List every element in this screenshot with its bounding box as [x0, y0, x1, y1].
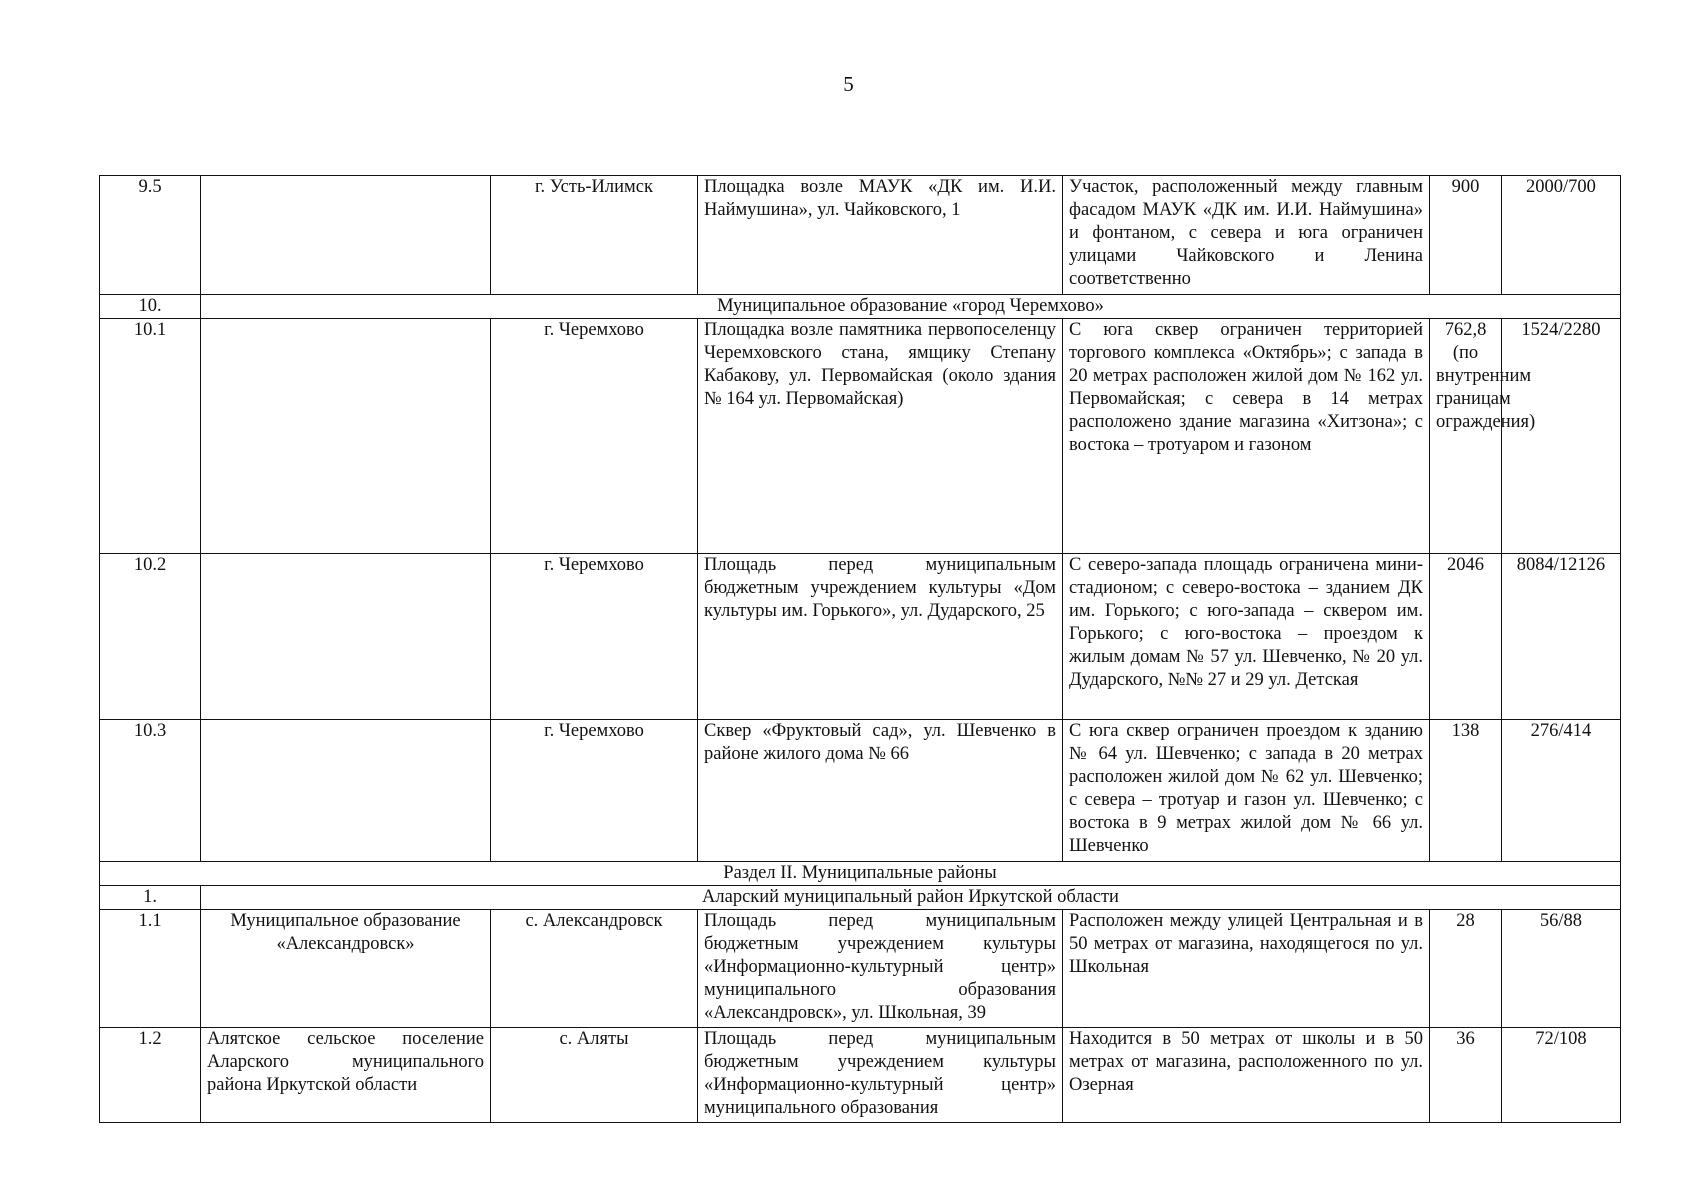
table-row: [100, 554, 1621, 720]
row-number: 10.3: [100, 720, 201, 862]
area-cell: 2046: [1430, 554, 1502, 720]
capacity-cell: 8084/12126: [1502, 554, 1621, 720]
page-number: 5: [843, 72, 854, 96]
bounds-cell: Участок, расположенный между главным фасадом МАУК «ДК им. И.И. Наймушина» и фонтаном, с севера и юга ограничен улицами Чайковского и Ленина соответственно: [1063, 176, 1430, 295]
municipality-cell: [201, 319, 491, 554]
bounds-cell: Находится в 50 метрах от школы и в 50 метрах от магазина, расположенного по ул. Озерная: [1063, 1028, 1430, 1123]
capacity-cell: 276/414: [1502, 720, 1621, 862]
row-number: 1.1: [100, 910, 201, 1028]
district-header-row: [100, 886, 1621, 910]
settlement-cell: г. Черемхово: [491, 720, 698, 862]
table-row: [100, 720, 1621, 862]
capacity-cell: 2000/700: [1502, 176, 1621, 295]
place-cell: Площадь перед муниципальным бюджетным учреждением культуры «Информационно-культурный центр» муниципального образования: [698, 1028, 1063, 1123]
municipality-cell: Алятское сельское поселение Аларского муниципального района Иркутской области: [201, 1028, 491, 1123]
sites-table: [99, 175, 1621, 1123]
table-row: [100, 319, 1621, 554]
municipality-cell: [201, 720, 491, 862]
table-row: [100, 910, 1621, 1028]
municipality-cell: Муниципальное образование «Александровск»: [201, 910, 491, 1028]
place-cell: Площадка возле памятника первопоселенцу Черемховского стана, ямщику Степану Кабакову, ул. Первомайская (около здания № 164 ул. Первомайская): [698, 319, 1063, 554]
place-cell: Сквер «Фруктовый сад», ул. Шевченко в районе жилого дома № 66: [698, 720, 1063, 862]
settlement-cell: с. Александровск: [491, 910, 698, 1028]
settlement-cell: г. Черемхово: [491, 319, 698, 554]
row-number: 10.1: [100, 319, 201, 554]
place-cell: Площадь перед муниципальным бюджетным учреждением культуры «Дом культуры им. Горького», ул. Дударского, 25: [698, 554, 1063, 720]
municipality-header: Муниципальное образование «город Черемхово»: [201, 295, 1621, 319]
bounds-cell: С юга сквер ограничен территорией торгового комплекса «Октябрь»; с запада в 20 метрах расположен жилой дом № 162 ул. Первомайская; с севера в 14 метрах расположено здание магазина «Хитзона»; с востока – тротуаром и газоном: [1063, 319, 1430, 554]
area-cell: 28: [1430, 910, 1502, 1028]
section-header-row: [100, 862, 1621, 886]
capacity-cell: 56/88: [1502, 910, 1621, 1028]
area-cell: 36: [1430, 1028, 1502, 1123]
place-cell: Площадь перед муниципальным бюджетным учреждением культуры «Информационно-культурный центр» муниципального образования «Александровск», ул. Школьная, 39: [698, 910, 1063, 1028]
district-header: Аларский муниципальный район Иркутской области: [201, 886, 1621, 910]
row-number: 9.5: [100, 176, 201, 295]
area-cell: 138: [1430, 720, 1502, 862]
row-number: 10.2: [100, 554, 201, 720]
area-cell: 900: [1430, 176, 1502, 295]
capacity-cell: 72/108: [1502, 1028, 1621, 1123]
table-row: [100, 1028, 1621, 1123]
row-number: 1.2: [100, 1028, 201, 1123]
municipality-cell: [201, 554, 491, 720]
settlement-cell: г. Усть-Илимск: [491, 176, 698, 295]
capacity-cell: 1524/2280: [1502, 319, 1621, 554]
bounds-cell: Расположен между улицей Центральная и в 50 метрах от магазина, находящегося по ул. Школьная: [1063, 910, 1430, 1028]
settlement-cell: г. Черемхово: [491, 554, 698, 720]
bounds-cell: С юга сквер ограничен проездом к зданию № 64 ул. Шевченко; с запада в 20 метрах расположен жилой дом № 62 ул. Шевченко; с севера – тротуар и газон ул. Шевченко; с востока в 9 метрах жилой дом № 66 ул. Шевченко: [1063, 720, 1430, 862]
municipality-header-row: [100, 295, 1621, 319]
municipality-cell: [201, 176, 491, 295]
row-number: 1.: [100, 886, 201, 910]
place-cell: Площадка возле МАУК «ДК им. И.И. Наймушина», ул. Чайковского, 1: [698, 176, 1063, 295]
row-number: 10.: [100, 295, 201, 319]
bounds-cell: С северо-запада площадь ограничена мини-стадионом; с северо-востока – зданием ДК им. Горького; с юго-запада – сквером им. Горького; с юго-востока – проездом к жилым домам № 57 ул. Шевченко, № 20 ул. Дударского, №№ 27 и 29 ул. Детская: [1063, 554, 1430, 720]
settlement-cell: с. Аляты: [491, 1028, 698, 1123]
area-cell: 762,8 (по внутренним границам ограждения): [1430, 319, 1502, 554]
section-header: Раздел II. Муниципальные районы: [100, 862, 1621, 886]
table-row: [100, 176, 1621, 295]
